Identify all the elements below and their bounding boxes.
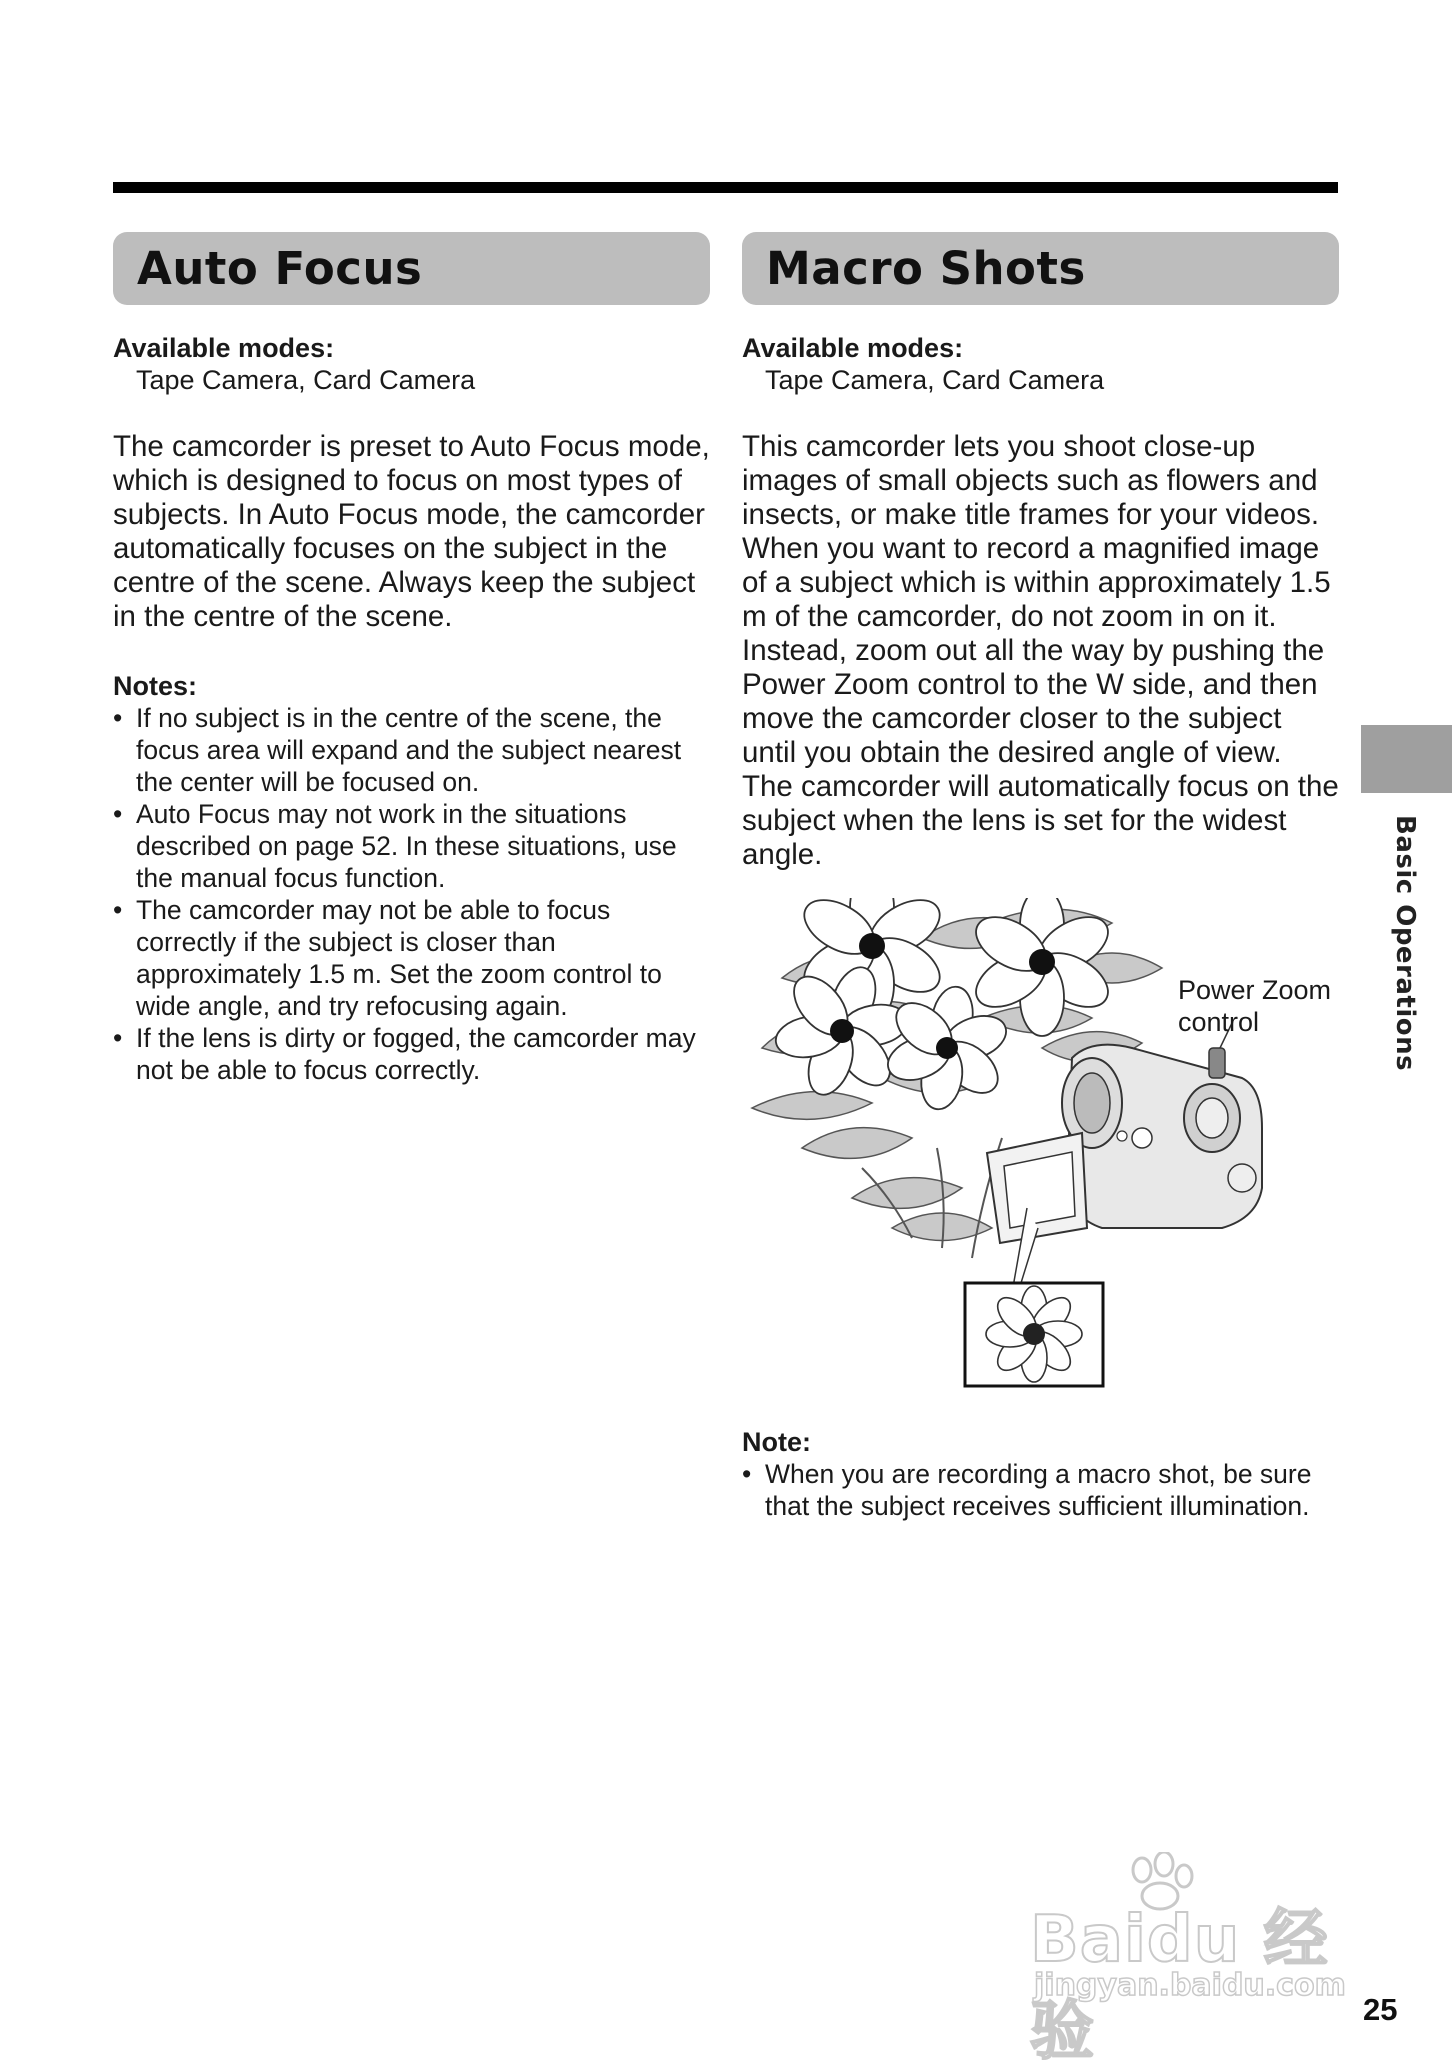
macro-shots-modes-value: Tape Camera, Card Camera bbox=[765, 365, 1105, 395]
auto-focus-notes-label: Notes: bbox=[113, 671, 198, 701]
auto-focus-body: The camcorder is preset to Auto Focus mode, which is designed to focus on most types of subjects. In Auto Focus mode, the camcorder automatically focuses on the subject in the centre of the scene. Always keep the subject in the centre of the scene. bbox=[113, 430, 710, 633]
note-item: • If no subject is in the centre of the scene, the focus area will expand and the subject nearest the center will be focused on. bbox=[113, 702, 710, 798]
auto-focus-title: Auto Focus bbox=[137, 242, 423, 295]
note-item: • The camcorder may not be able to focus correctly if the subject is closer than approximately 1.5 m. Set the zoom control to wide angle, and try refocusing again. bbox=[113, 894, 710, 1022]
macro-shots-section bbox=[742, 232, 1339, 1522]
watermark bbox=[1030, 1852, 1360, 2069]
flower-closeup-icon bbox=[986, 1286, 1082, 1382]
macro-shots-header bbox=[742, 232, 1339, 305]
macro-shots-modes-label: Available modes: bbox=[742, 333, 964, 363]
macro-illustration bbox=[742, 898, 1339, 1408]
power-zoom-callout bbox=[1178, 974, 1348, 1038]
auto-focus-modes-value: Tape Camera, Card Camera bbox=[136, 365, 476, 395]
macro-shots-body: This camcorder lets you shoot close-up images of small objects such as flowers and insects, or make title frames for your videos. When you want to record a magnified image of a subject which is within approximately 1.5 m of the camcorder, do not zoom in on it. Instead, zoom out all the way by pushing the Power Zoom control to the W side, and then move the camcorder closer to the subject until you obtain the desired angle of view. The camcorder will automatically focus on the subject when the lens is set for the widest angle. bbox=[742, 430, 1339, 871]
watermark-brand: Baidu 经验 bbox=[1030, 1903, 1329, 2069]
macro-shots-note-label: Note: bbox=[742, 1427, 811, 1457]
macro-shots-modes bbox=[742, 332, 1339, 396]
note-item: • Auto Focus may not work in the situations described on page 52. In these situations, use the manual focus function. bbox=[113, 798, 710, 894]
note-item: • When you are recording a macro shot, be sure that the subject receives sufficient illumination. bbox=[742, 1458, 1339, 1522]
auto-focus-notes bbox=[113, 670, 710, 1086]
auto-focus-modes-label: Available modes: bbox=[113, 333, 335, 363]
side-tab bbox=[1361, 725, 1452, 793]
macro-shots-notes bbox=[742, 1426, 1339, 1522]
callout-line-2: control bbox=[1178, 1007, 1260, 1037]
watermark-url: jingyan.baidu.com bbox=[1034, 1968, 1346, 2003]
side-tab-label: Basic Operations bbox=[1390, 815, 1420, 1072]
auto-focus-header bbox=[113, 232, 710, 305]
note-item: • If the lens is dirty or fogged, the camcorder may not be able to focus correctly. bbox=[113, 1022, 710, 1086]
callout-line-1: Power Zoom bbox=[1178, 975, 1332, 1005]
macro-shots-title: Macro Shots bbox=[766, 242, 1086, 295]
auto-focus-modes bbox=[113, 332, 710, 396]
auto-focus-section bbox=[113, 232, 710, 1086]
page-number: 25 bbox=[1363, 1992, 1398, 2027]
top-rule bbox=[113, 182, 1338, 193]
